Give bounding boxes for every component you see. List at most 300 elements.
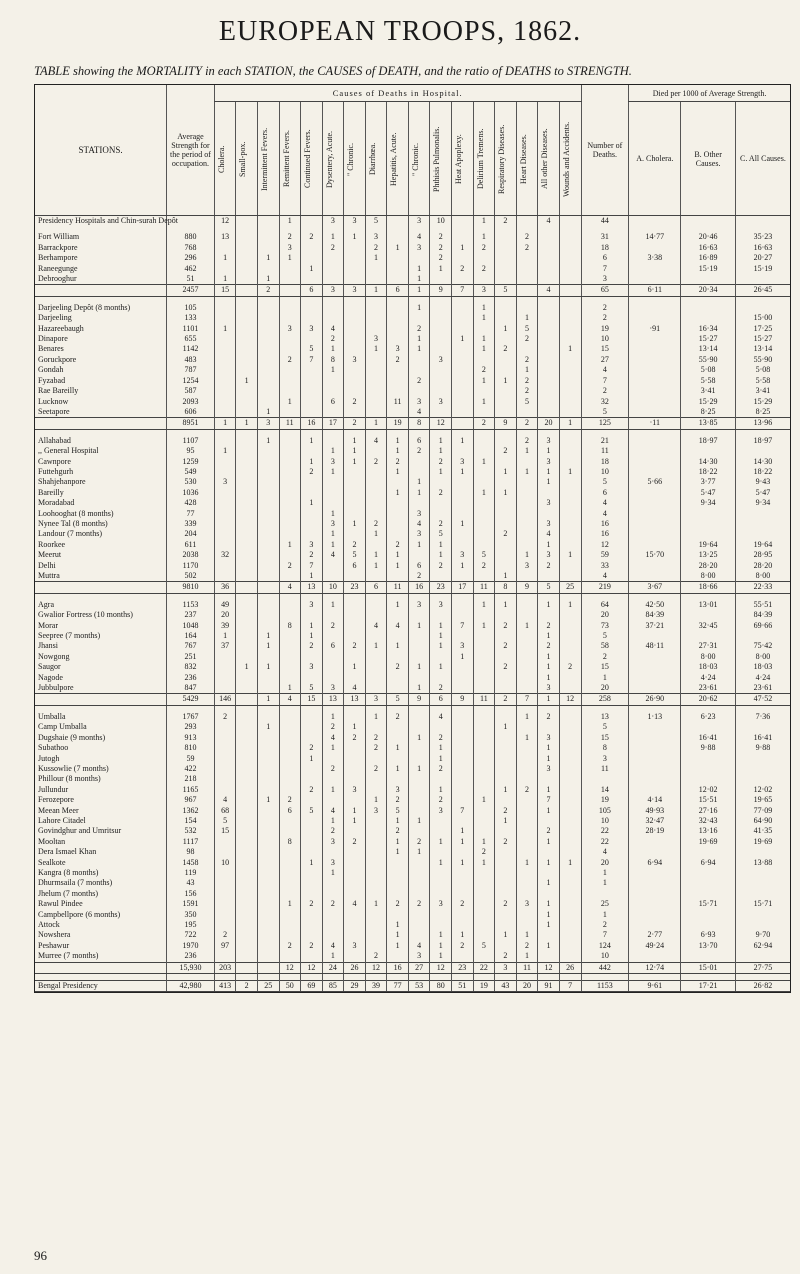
other-rate-cell: 16·34	[681, 324, 735, 334]
cause-cell	[452, 847, 474, 857]
cause-cell: 2	[387, 712, 409, 722]
cholera-rate-cell	[629, 446, 681, 456]
cause-cell	[495, 232, 517, 242]
cause-cell	[322, 436, 344, 446]
cause-cell: 1	[301, 457, 323, 467]
leader-dots	[153, 477, 167, 487]
cause-cell: 3	[322, 683, 344, 694]
cause-cell	[365, 774, 387, 784]
cause-cell	[257, 324, 279, 334]
strength-cell: 880	[167, 232, 215, 242]
cause-cell	[279, 436, 301, 446]
all-rate-cell: 8·00	[735, 652, 790, 662]
deaths-cell: 6	[581, 253, 629, 263]
station-name: Presidency Hospitals and Chin-surah Depôt	[38, 216, 178, 225]
cause-cell: 11	[473, 694, 495, 705]
spacer-cell	[408, 974, 430, 981]
cause-cell	[344, 795, 366, 805]
cause-cell	[495, 631, 517, 641]
cause-cell: 7	[452, 621, 474, 631]
deaths-cell: 5	[581, 407, 629, 418]
spacer-cell	[301, 974, 323, 981]
cause-cell: 3	[516, 899, 538, 909]
cause-cell	[301, 951, 323, 962]
strength-cell: 722	[167, 930, 215, 940]
cause-cell	[236, 457, 258, 467]
cause-cell: 1	[301, 754, 323, 764]
all-rate-cell: 64·90	[735, 816, 790, 826]
strength-cell: 2457	[167, 285, 215, 296]
cause-cell: 43	[495, 981, 517, 992]
cause-cell: 1	[279, 540, 301, 550]
cause-cell	[301, 889, 323, 899]
cause-cell	[408, 743, 430, 753]
cause-cell: 1	[408, 285, 430, 296]
leader-dots	[153, 313, 167, 323]
station-name: Nagode	[38, 672, 63, 682]
stations-header: STATIONS.	[35, 85, 167, 216]
cause-cell	[430, 673, 452, 683]
all-rate-cell: 27·75	[735, 962, 790, 973]
cause-cell	[301, 910, 323, 920]
cause-cell	[495, 365, 517, 375]
cause-cell	[301, 764, 323, 774]
cause-cell	[257, 386, 279, 396]
cause-cell: 2	[516, 386, 538, 396]
cause-cell: 1	[538, 652, 560, 662]
cause-cell	[279, 910, 301, 920]
cause-cell: 2	[495, 837, 517, 847]
cause-cell: 1	[559, 418, 581, 429]
spacer-cell	[495, 974, 517, 981]
cause-cell: 1	[452, 334, 474, 344]
spacer-row	[35, 974, 790, 981]
cause-cell	[408, 457, 430, 467]
cause-cell	[559, 951, 581, 962]
cause-cell	[430, 313, 452, 323]
cause-cell: 6	[279, 806, 301, 816]
cause-cell	[430, 889, 452, 899]
cause-cell	[322, 610, 344, 620]
cause-cell	[559, 878, 581, 888]
cause-cell: 2	[279, 941, 301, 951]
cause-cell	[257, 243, 279, 253]
cause-cell	[236, 285, 258, 296]
other-rate-cell	[681, 446, 735, 456]
all-rate-cell: 23·61	[735, 683, 790, 694]
leader-dots	[153, 826, 167, 836]
deaths-cell: 16	[581, 519, 629, 529]
station-name: Mooltan	[38, 836, 66, 846]
cause-cell	[344, 407, 366, 418]
cause-cell	[344, 529, 366, 539]
cause-cell: 1	[538, 806, 560, 816]
cause-cell: 1	[495, 816, 517, 826]
all-rate-cell: 18·22	[735, 467, 790, 477]
cause-cell	[452, 232, 474, 242]
cause-cell: 1	[538, 694, 560, 705]
cause-cell	[365, 355, 387, 365]
cause-cell: 3	[214, 477, 236, 487]
strength-cell: 832	[167, 662, 215, 672]
cause-cell	[387, 386, 409, 396]
cause-cell	[279, 519, 301, 529]
cause-cell	[279, 785, 301, 795]
cause-cell: 1	[516, 712, 538, 722]
cause-cell: 1	[365, 641, 387, 651]
strength-cell: 606	[167, 407, 215, 418]
cause-cell: 1	[322, 365, 344, 375]
cause-cell	[236, 467, 258, 477]
mortality-table	[35, 85, 790, 992]
cause-cell	[344, 334, 366, 344]
cholera-rate-cell	[629, 376, 681, 386]
cause-cell: 1	[236, 662, 258, 672]
cause-cell	[214, 519, 236, 529]
cholera-rate-cell	[629, 488, 681, 498]
cause-cell	[257, 868, 279, 878]
cause-cell	[214, 754, 236, 764]
cause-cell: 1	[365, 712, 387, 722]
station-name: Benares	[38, 344, 64, 354]
cause-cell: 1	[538, 446, 560, 456]
cause-cell: 1	[408, 662, 430, 672]
strength-cell: 483	[167, 355, 215, 365]
cholera-rate-cell	[629, 764, 681, 774]
cause-cell: 2	[430, 795, 452, 805]
cause-cell	[473, 386, 495, 396]
cause-header-label: Remittent Fevers.	[281, 130, 291, 187]
cholera-rate-cell	[629, 355, 681, 365]
cause-cell	[301, 712, 323, 722]
cholera-rate-cell	[629, 529, 681, 539]
cause-cell: 1	[408, 477, 430, 487]
station-name: Saugor	[38, 662, 61, 672]
all-rate-cell: 15·29	[735, 397, 790, 407]
cause-cell	[387, 324, 409, 334]
deaths-cell: 12	[581, 540, 629, 550]
other-rate-cell: 32·45	[681, 621, 735, 631]
cause-cell: 4	[214, 795, 236, 805]
cause-cell	[301, 878, 323, 888]
cause-cell: 1	[344, 806, 366, 816]
all-rate-cell: 18·03	[735, 662, 790, 672]
cholera-rate-cell	[629, 868, 681, 878]
cause-cell: 1	[538, 743, 560, 753]
other-rate-cell	[681, 274, 735, 285]
leader-dots	[153, 610, 167, 620]
cause-cell	[322, 253, 344, 263]
table-row	[35, 930, 790, 940]
cause-cell	[387, 216, 409, 227]
cause-cell: 2	[365, 519, 387, 529]
all-rate-cell	[735, 889, 790, 899]
table-row	[35, 868, 790, 878]
cause-cell	[387, 232, 409, 242]
table-row	[35, 529, 790, 539]
cause-header	[344, 102, 366, 216]
cause-cell: 6	[408, 561, 430, 571]
cholera-rate-cell	[629, 722, 681, 732]
table-row	[35, 754, 790, 764]
cholera-rate-cell	[629, 652, 681, 662]
cause-cell	[495, 889, 517, 899]
other-rate-cell	[681, 722, 735, 732]
all-rate-cell	[735, 764, 790, 774]
all-rate-cell	[735, 509, 790, 519]
cause-cell: 17	[322, 418, 344, 429]
cause-cell	[452, 631, 474, 641]
cause-cell	[473, 733, 495, 743]
leader-dots	[153, 847, 167, 857]
cause-cell	[473, 467, 495, 477]
other-rate-cell: 16·89	[681, 253, 735, 263]
strength-cell: 532	[167, 826, 215, 836]
cholera-rate-cell	[629, 951, 681, 962]
cause-cell	[538, 774, 560, 784]
cause-cell	[236, 232, 258, 242]
cause-cell: 26	[344, 962, 366, 973]
cause-cell	[538, 386, 560, 396]
cause-cell	[365, 868, 387, 878]
table-row	[35, 816, 790, 826]
cause-cell: 1	[495, 324, 517, 334]
cause-cell: 13	[214, 232, 236, 242]
cause-cell	[257, 733, 279, 743]
deaths-cell: 11	[581, 446, 629, 456]
station-name: Lahore Citadel	[38, 815, 86, 825]
cause-cell: 1	[408, 334, 430, 344]
cause-cell	[559, 899, 581, 909]
cholera-rate-cell	[629, 631, 681, 641]
cholera-rate-cell	[629, 878, 681, 888]
cause-cell: 3	[365, 694, 387, 705]
cause-cell	[257, 930, 279, 940]
cause-cell: 2	[516, 785, 538, 795]
cause-cell	[365, 910, 387, 920]
cause-cell	[236, 641, 258, 651]
other-rate-cell: 55·90	[681, 355, 735, 365]
cause-header	[322, 102, 344, 216]
cause-cell	[257, 529, 279, 539]
cause-cell	[516, 754, 538, 764]
other-rate-cell	[681, 519, 735, 529]
cause-cell	[301, 816, 323, 826]
strength-cell: 1970	[167, 941, 215, 951]
station-name: Landour (7 months)	[38, 529, 102, 539]
cause-cell: 1	[538, 910, 560, 920]
cause-cell	[279, 285, 301, 296]
cause-cell: 3	[387, 344, 409, 354]
leader-dots	[153, 243, 167, 253]
cause-cell: 2	[279, 795, 301, 805]
strength-cell: 847	[167, 683, 215, 694]
cause-cell	[214, 498, 236, 508]
table-row	[35, 386, 790, 396]
cause-cell	[365, 673, 387, 683]
cause-cell	[257, 509, 279, 519]
cause-cell	[452, 683, 474, 694]
cause-cell	[344, 754, 366, 764]
cause-cell: 4	[408, 519, 430, 529]
cause-cell: 1	[344, 457, 366, 467]
leader-dots	[153, 446, 167, 456]
all-rate-cell: 84·39	[735, 610, 790, 620]
cause-cell: 2	[430, 764, 452, 774]
deaths-cell: 4	[581, 571, 629, 582]
all-rate-cell	[735, 951, 790, 962]
cholera-rate-cell: 6·94	[629, 858, 681, 868]
cholera-rate-cell: 14·77	[629, 232, 681, 242]
cause-cell	[538, 930, 560, 940]
cause-cell: 1	[516, 930, 538, 940]
cause-cell	[452, 397, 474, 407]
deaths-cell: 18	[581, 243, 629, 253]
cause-cell: 2	[301, 785, 323, 795]
cause-cell: 1	[322, 816, 344, 826]
other-rate-cell: 13·85	[681, 418, 735, 429]
cause-cell	[452, 418, 474, 429]
all-rate-cell: 28·20	[735, 561, 790, 571]
all-rate-cell	[735, 722, 790, 732]
station-name: Darjeeling	[38, 313, 72, 323]
cause-cell: 1	[257, 795, 279, 805]
cause-cell	[516, 407, 538, 418]
deaths-cell: 1	[581, 868, 629, 878]
other-rate-cell: 18·03	[681, 662, 735, 672]
strength-header: Average Strength for the period of occupation.	[167, 85, 215, 216]
table-row	[35, 407, 790, 418]
cause-cell: 7	[301, 561, 323, 571]
cause-cell: 3	[301, 662, 323, 672]
cause-cell: 29	[344, 981, 366, 992]
cause-header-label: Cholera.	[216, 144, 226, 173]
grand-total-row	[35, 981, 790, 992]
cause-cell: 1	[387, 941, 409, 951]
cause-cell: 3	[452, 457, 474, 467]
cholera-rate-cell	[629, 899, 681, 909]
cause-cell	[301, 446, 323, 456]
cause-cell: 2	[322, 334, 344, 344]
station-name: Moradabad	[38, 498, 75, 508]
cause-cell	[430, 324, 452, 334]
cholera-rate-cell	[629, 847, 681, 857]
cause-cell	[559, 652, 581, 662]
cause-cell	[473, 910, 495, 920]
cause-cell	[214, 561, 236, 571]
cause-cell	[279, 868, 301, 878]
cause-cell	[559, 930, 581, 940]
cause-cell	[430, 509, 452, 519]
cause-cell: 3	[365, 232, 387, 242]
cause-cell	[516, 816, 538, 826]
cause-cell	[322, 313, 344, 323]
cause-cell: 2	[516, 355, 538, 365]
cause-cell	[516, 509, 538, 519]
cause-cell	[559, 477, 581, 487]
leader-dots	[153, 467, 167, 477]
all-rate-cell	[735, 774, 790, 784]
cause-cell	[322, 795, 344, 805]
cause-cell	[495, 920, 517, 930]
cause-cell	[495, 847, 517, 857]
cause-cell	[257, 920, 279, 930]
table-row	[35, 264, 790, 274]
cause-cell	[516, 498, 538, 508]
strength-cell: 154	[167, 816, 215, 826]
strength-cell: 51	[167, 274, 215, 285]
cause-cell	[344, 386, 366, 396]
cause-cell	[559, 540, 581, 550]
cause-cell: 1	[495, 488, 517, 498]
cause-cell: 20	[538, 418, 560, 429]
cause-cell: 1	[387, 743, 409, 753]
leader-dots	[153, 561, 167, 571]
cause-cell	[301, 376, 323, 386]
leader-dots	[153, 858, 167, 868]
other-rate-cell	[681, 216, 735, 227]
cause-cell: 3	[430, 397, 452, 407]
station-name: Delhi	[38, 560, 56, 570]
cause-cell	[473, 498, 495, 508]
cause-cell	[559, 407, 581, 418]
cause-cell: 3	[430, 899, 452, 909]
station-name: Darjeeling Depôt (8 months)	[38, 302, 131, 312]
cause-cell: 2	[559, 662, 581, 672]
cause-cell	[214, 837, 236, 847]
cause-cell	[236, 344, 258, 354]
cause-cell	[516, 673, 538, 683]
cause-cell: 2	[495, 951, 517, 962]
all-rate-cell: 15·71	[735, 899, 790, 909]
cause-cell	[452, 878, 474, 888]
cause-cell	[495, 397, 517, 407]
cause-cell: 1	[301, 264, 323, 274]
all-rate-cell: 55·51	[735, 600, 790, 610]
cause-cell	[516, 743, 538, 753]
cholera-rate-cell	[629, 243, 681, 253]
strength-cell: 1048	[167, 621, 215, 631]
leader-dots	[153, 641, 167, 651]
cholera-rate-cell	[629, 313, 681, 323]
cause-cell	[516, 253, 538, 263]
strength-cell: 119	[167, 868, 215, 878]
cause-cell	[408, 498, 430, 508]
deaths-cell: 11	[581, 764, 629, 774]
cause-cell: 10	[214, 858, 236, 868]
cause-cell: 1	[257, 631, 279, 641]
cause-cell: 2	[322, 826, 344, 836]
strength-cell: 339	[167, 519, 215, 529]
other-rate-cell: 8·00	[681, 652, 735, 662]
other-rate-cell: 5·08	[681, 365, 735, 375]
cause-cell: 3	[538, 683, 560, 694]
cause-cell	[344, 467, 366, 477]
leader-dots	[153, 712, 167, 722]
cause-cell: 20	[214, 610, 236, 620]
spacer-cell	[167, 974, 215, 981]
cause-cell: 1	[365, 561, 387, 571]
cause-cell: 1	[322, 467, 344, 477]
cause-cell	[279, 847, 301, 857]
cause-cell	[257, 264, 279, 274]
cause-cell	[452, 889, 474, 899]
cause-cell	[495, 498, 517, 508]
cause-cell	[236, 264, 258, 274]
station-name: Kussowlie (7 months)	[38, 763, 109, 773]
cause-cell	[365, 920, 387, 930]
deaths-cell: 105	[581, 806, 629, 816]
